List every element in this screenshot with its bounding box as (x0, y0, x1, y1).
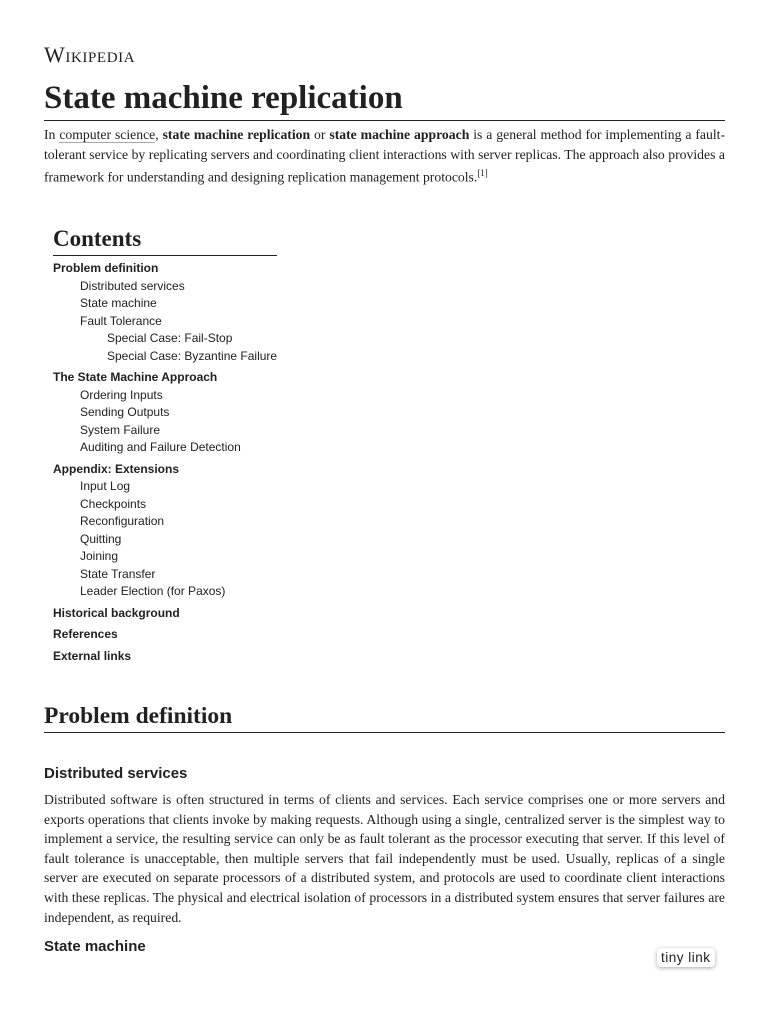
toc-item[interactable]: Reconfiguration (80, 514, 165, 528)
toc-item[interactable]: State machine (80, 296, 157, 310)
intro-bold-term: state machine replication (162, 127, 311, 142)
toc-item[interactable]: Special Case: Byzantine Failure (107, 348, 278, 363)
toc-item[interactable]: Joining (80, 549, 119, 563)
toc-item[interactable]: Distributed services (80, 278, 185, 293)
intro-text: is a general method for implementing a fault-tolerant service by replicating servers and coordinating client interactions with server replicas. The approach also provides a framework for understanding and designing replication management protocols. (44, 127, 726, 185)
toc-item[interactable]: Fault Tolerance (80, 313, 162, 328)
toc-list (53, 260, 279, 665)
page-title: State machine replication (44, 78, 725, 121)
computer-science-link[interactable]: computer science (59, 127, 156, 142)
toc-title: Contents (53, 225, 277, 256)
toc-item[interactable]: Historical background (53, 605, 180, 620)
intro-bold-term: state machine approach (329, 127, 470, 142)
intro-text: or (310, 127, 330, 142)
toc-item[interactable]: Special Case: Fail-Stop (107, 331, 233, 345)
intro-paragraph (44, 125, 725, 187)
toc-item[interactable]: Problem definition (53, 261, 159, 275)
subsection-heading-state-machine: State machine (44, 938, 146, 955)
section-heading-problem-definition: Problem definition (44, 701, 725, 733)
toc-item[interactable]: State Transfer (80, 566, 156, 581)
toc-item[interactable]: Appendix: Extensions (53, 461, 180, 476)
toc-item[interactable]: The State Machine Approach (53, 370, 218, 384)
toc-item[interactable]: Quitting (80, 531, 122, 546)
toc-item[interactable]: Input Log (80, 479, 131, 493)
intro-text: In (44, 127, 60, 142)
distributed-services-paragraph: Distributed software is often structured in terms of clients and services. Each service comprises one or more servers and exports operations that clients invoke by making requests. Although using a single, centralized server is the simplest way to implement a service, the resulting service can only be as fault tolerant as the processor executing that server. If this level of fault tolerance is unacceptable, then multiple servers that fail independently must be used. Usually, replicas of a single server are executed on separate processors of a distributed system, and protocols are used to coordinate client interactions with these replicas. The physical and electrical isolation of processors in a distributed system ensures that server failures are independent, as required. (44, 792, 725, 925)
intro-text: , (155, 127, 163, 142)
reference-link[interactable]: [1] (477, 168, 488, 179)
table-of-contents (53, 225, 279, 665)
subsection-heading-distributed-services: Distributed services (44, 765, 188, 782)
toc-item[interactable]: References (53, 627, 118, 641)
toc-item[interactable]: Leader Election (for Paxos) (80, 584, 226, 598)
toc-item[interactable]: Auditing and Failure Detection (80, 440, 241, 454)
tiny-link-button[interactable]: tiny link (657, 948, 715, 967)
wikipedia-wordmark[interactable]: Wikipedia (44, 42, 136, 67)
toc-item[interactable]: Checkpoints (80, 496, 147, 511)
toc-item[interactable]: Sending Outputs (80, 405, 170, 419)
toc-item[interactable]: System Failure (80, 422, 161, 437)
toc-item[interactable]: Ordering Inputs (80, 387, 163, 402)
toc-item[interactable]: External links (53, 648, 132, 663)
